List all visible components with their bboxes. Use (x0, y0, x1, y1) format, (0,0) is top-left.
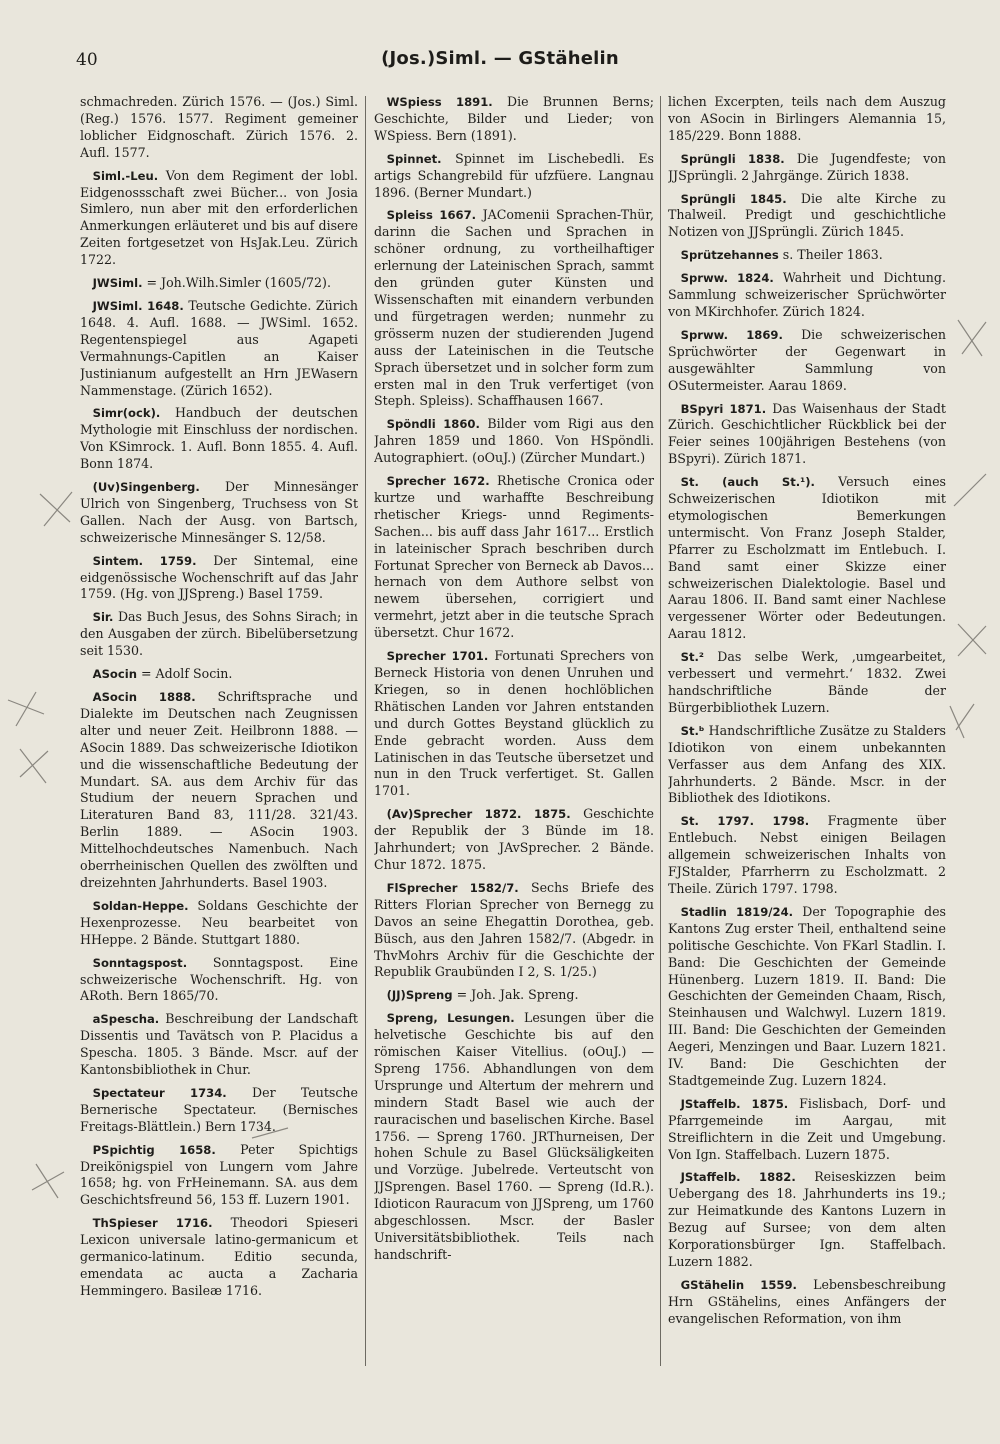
entry-text: Soldans Geschichte der Hexenprozesse. Neu bearbeitet von HHeppe. 2 Bände. Stuttgart 1880. (80, 897, 358, 947)
bibliography-entry (668, 94, 946, 145)
bibliography-entry (80, 553, 358, 604)
entry-text: lichen Excerpten, teils nach dem Auszug von ASocin in Birlingers Alemannia 15, 185/229. Bonn 1888. (668, 94, 946, 143)
entry-text: Geschichte der Republik der 3 Bünde im 18. Jahrhundert; von JAvSprecher. 2 Bände. Chur 1872. 1875. (374, 806, 654, 872)
column-2 (374, 94, 654, 1270)
entry-text: = Joh. Jak. Spreng. (456, 987, 579, 1003)
entry-text: Sonntagspost. Eine schweizerische Wochenschrift. Hg. von ARoth. Bern 1865/70. (80, 954, 358, 1004)
entry-text: = Joh.Wilh.Simler (1605/72). (146, 275, 331, 291)
entry-siglum: ASocin 1888. (92, 690, 196, 704)
entry-siglum: Simr(ock). (92, 406, 161, 421)
bibliography-entry (80, 405, 358, 473)
entry-siglum: Sprüngli 1838. (680, 151, 785, 166)
entry-siglum: Spinnet. (386, 151, 442, 166)
entry-text: Das selbe Werk, ‚umgearbeitet, verbessert und vermehrt.‘ 1832. Zwei handschriftliche Bände der Bürgerbibliothek Luzern. (668, 649, 946, 715)
entry-siglum: Spleiss 1667. (386, 208, 477, 223)
running-title: (Jos.)Siml. — GStähelin (381, 48, 619, 69)
entry-siglum: (Uv)Singenberg. (92, 480, 200, 495)
entry-text: Reiseskizzen beim Uebergang des 18. Jahrhunderts ins 19.; zur Heimatkunde des Kantons Luzern in Bezug auf Sursee; von dem alten Korporationsbürger Ign. Staffelbach. Luzern 1882. (668, 1169, 946, 1269)
bibliography-entry (80, 1085, 358, 1136)
entry-text: Von dem Regiment der lobl. Eidgenossschaft zwei Bücher... von Josia Simlero, nun aber mit den erforderlichen Anmerkungen erläuteret und bis auf disere Zeiten fortgesetzet von HsJak.Leu. Zürich 1722. (80, 167, 358, 268)
entry-siglum: FlSprecher 1582/7. (386, 880, 519, 895)
bibliography-entry (80, 609, 358, 660)
column-divider (365, 96, 366, 1366)
entry-text: Das Buch Jesus, des Sohns Sirach; in den Ausgaben der zürch. Bibelübersetzung seit 1530. (80, 609, 358, 659)
bibliography-entry (374, 151, 654, 202)
entry-siglum: St. 1797. 1798. (680, 814, 810, 829)
entry-siglum: Sprecher 1701. (386, 649, 489, 664)
column-1 (80, 94, 358, 1306)
entry-text: Schriftsprache und Dialekte im Deutschen nach Zeugnissen alter und neuer Zeit. Heilbronn 1888. — ASocin 1889. Das schweizerische Idiotikon und die wissenschaftliche Bedeutung der Mundart. SA. aus dem Archiv für das Studium der neuern Sprachen und Literaturen Band 83, 111/28. 321/43. Berlin 1889. — ASocin 1903. Mittelhochdeutsches Namenbuch. Nach oberrheinischen Quellen des zwölften und dreizehnten Jahrhunderts. Basel 1903. (80, 689, 358, 890)
bibliography-entry (374, 806, 654, 874)
entry-text: Wahrheit und Dichtung. Sammlung schweizerischer Sprüchwörter von MKirchhofer. Zürich 1824. (668, 270, 946, 319)
entry-siglum: aSpescha. (92, 1012, 160, 1027)
entry-text: Die schweizerischen Sprüchwörter der Gegenwart in ausgewählter Sammlung von OSutermeister. Aarau 1869. (668, 326, 946, 393)
bibliography-entry (374, 207, 654, 410)
entry-text: Das Waisenhaus der Stadt Zürich. Geschichtlicher Rückblick bei der Feier seines 100jährigen Bestehens (von BSpyri). Zürich 1871. (668, 400, 946, 467)
entry-siglum: Spectateur 1734. (92, 1085, 227, 1100)
entry-text: Die Brunnen Berns; Geschichte, Bilder und Lieder; von WSpiess. Bern (1891). (374, 94, 654, 143)
entry-siglum: St.² (680, 650, 704, 665)
bibliography-entry (668, 649, 946, 717)
pencil-x-mark (28, 1160, 68, 1200)
entry-text: Der Teutsche Bernerische Spectateur. (Bernisches Freitags-Blättlein.) Bern 1734. (80, 1084, 358, 1134)
pencil-x-mark (950, 470, 990, 510)
bibliography-entry (668, 723, 946, 808)
entry-siglum: Sprüngli 1845. (680, 191, 787, 206)
entry-text: Spinnet im Lischebedli. Es artigs Schangrebild für ufzfüere. Langnau 1896. (Berner Mundart.) (374, 150, 654, 200)
entry-siglum: WSpiess 1891. (386, 95, 493, 109)
entry-text: Lebensbeschreibung Hrn GStähelins, eines Anfängers der evangelischen Reformation, von ihm (668, 1276, 946, 1326)
entry-siglum: JWSiml. 1648. (92, 298, 184, 313)
bibliography-entry (668, 1096, 946, 1164)
entry-text: Der Topographie des Kantons Zug erster Theil, enthaltend seine politische Geschichte. Von FKarl Stadlin. I. Band: Die Geschichten der Gemeinde Hünenberg. Luzern 1819. II. Band: Die Geschichten der Gemeinden Chaam, Risch, Steinhausen und Walchwyl. Luzern 1819. III. Band: Die Geschichten der Gemeinden Aegeri, Menzingen und Baar. Luzern 1821. IV. Band: Die Geschichten der Stadtgemeinde Zug. Luzern 1824. (668, 903, 946, 1088)
entry-text: Fislisbach, Dorf- und Pfarrgemeinde im Aargau, mit Streiflichtern in die Zeit und Umgebung. Von Ign. Staffelbach. Luzern 1875. (668, 1095, 946, 1162)
entry-text: schmachreden. Zürich 1576. — (Jos.) Siml. (Reg.) 1576. 1577. Regiment gemeiner loblicher Eidgnoschaft. Zürich 1576. 2. Aufl. 1577. (80, 94, 358, 160)
bibliography-entry (374, 473, 654, 642)
bibliography-entry (668, 151, 946, 185)
bibliography-entry (80, 689, 358, 892)
bibliography-entry (80, 898, 358, 949)
bibliography-entry (80, 1215, 358, 1300)
bibliography-entry (374, 416, 654, 467)
bibliography-entry (668, 474, 946, 643)
entry-text: Handschriftliche Zusätze zu Stalders Idiotikon von einem unbekannten Verfasser aus dem Anfang des XIX. Jahrhunderts. 2 Bände. Mscr. in der Bibliothek des Idiotikons. (668, 722, 946, 806)
entry-siglum: Stadlin 1819/24. (680, 904, 794, 919)
entry-siglum: JWSiml. (92, 276, 143, 291)
bibliography-entry (668, 1277, 946, 1328)
entry-text: Der Minnesänger Ulrich von Singenberg, Truchsess von St Gallen. Nach der Ausg. von Bartsch, schweizerische Minnesänger S. 12/58. (80, 479, 358, 545)
entry-siglum: ThSpieser 1716. (92, 1216, 213, 1231)
bibliography-entry (80, 94, 358, 162)
entry-text: Peter Spichtigs Dreikönigspiel von Lungern vom Jahre 1658; hg. von FrHeinemann. SA. aus dem Geschichtsfreund 56, 153 ff. Luzern 1901. (80, 1141, 358, 1208)
entry-text: = Adolf Socin. (141, 666, 233, 682)
entry-siglum: (Av)Sprecher 1872. 1875. (386, 807, 571, 822)
entry-text: Versuch eines Schweizerischen Idiotikon mit etymologischen Bemerkungen untermischt. Von Franz Joseph Stalder, Pfarrer zu Escholzmatt im Entlebuch. I. Band samt einer Skizze einer schweizerischen Dialektologie. Basel und Aarau 1806. II. Band samt einer Nachlese vergessener Wörter oder Bedeutungen. Aarau 1812. (668, 474, 946, 642)
entry-text: JAComenii Sprachen-Thür, darinn die Sachen und Sprachen in schöner ordnung, zu vortheilhaftiger erlernung der Lateinischen Sprach, sammt den gründen guter Künsten und Wissenschaften mit einandern verbunden und fürgetragen werden; nunmehr zu grösserm nuzen der studierenden Jugend auss der Lateinischen in die Teutsche Sprach übersetzet und in solcher form zum ersten mal in den Truk verfertiget (von Steph. Spleiss). Schaffhausen 1667. (374, 207, 654, 409)
entry-siglum: St. (auch St.¹). (680, 475, 815, 490)
bibliography-entry (668, 904, 946, 1090)
entry-siglum: GStähelin 1559. (680, 1277, 797, 1292)
bibliography-entry (668, 191, 946, 242)
entry-siglum: Spöndli 1860. (386, 417, 480, 432)
entry-siglum: BSpyri 1871. (680, 401, 767, 416)
entry-siglum: Sir. (92, 610, 114, 625)
bibliography-entry (374, 1010, 654, 1264)
entry-siglum: JStaffelb. 1875. (680, 1096, 789, 1111)
entry-text: Teutsche Gedichte. Zürich 1648. 4. Aufl. 1688. — JWSiml. 1652. Regentenspiegel aus Agapeti Vermahnungs-Capitlen an Kaiser Justinianum aufgestellt an Hrn JEWasern Nammenstage. (Zürich 1652). (80, 297, 358, 398)
entry-siglum: Sprww. 1869. (680, 327, 783, 342)
column-3 (668, 94, 946, 1334)
entry-siglum: JStaffelb. 1882. (680, 1170, 796, 1185)
pencil-x-mark (250, 1108, 290, 1148)
entry-text: Lesungen über die helvetische Geschichte bis auf den römischen Kaiser Vitellius. (oOuJ.) — Spreng 1756. Abhandlungen von dem Ursprunge und Altertum der mehrern und mindern Stadt Basel wie auch der rauracischen und baselischen Kirche. Basel 1756. — Spreng 1760. JRThurneisen, Der hohen Schule zu Basel Glücksäligkeiten und Vorzüge. Jubelrede. Verteutscht von JJSprengen. Basel 1760. — Spreng (Id.R.). Idioticon Rauracum von JJSpreng, um 1760 abgeschlossen. Mscr. der Basler Universitätsbibliothek. Teils nach handschrift- (374, 1010, 654, 1262)
entry-siglum: Spreng, Lesungen. (386, 1011, 515, 1026)
pencil-x-mark (952, 620, 992, 660)
entry-siglum: Sprützehannes (680, 248, 779, 263)
entry-text: Theodori Spieseri Lexicon universale latino-germanicum et germanico-latinum. Editio secunda, emendata ac aucta a Zacharia Hemmingero. Basileæ 1716. (80, 1215, 358, 1298)
bibliography-entry (80, 1142, 358, 1210)
entry-siglum: St.ᵇ (680, 723, 705, 738)
entry-text: Die alte Kirche zu Thalweil. Predigt und geschichtliche Notizen von JJSprüngli. Zürich 1845. (668, 190, 946, 240)
entry-text: Sechs Briefe des Ritters Florian Sprecher von Bernegg zu Davos an seine Ehegattin Dorothea, geb. Büsch, aus den Jahren 1582/7. (Abgedr. in ThvMohrs Archiv für die Geschichte der Republik Graubünden I 2, S. 1/25.) (374, 879, 654, 980)
entry-siglum: Sprecher 1672. (386, 474, 490, 489)
bibliography-entry (374, 94, 654, 145)
entry-siglum: (JJ)Spreng (386, 988, 453, 1003)
bibliography-entry (374, 987, 654, 1004)
entry-text: Rhetische Cronica oder kurtze und warhaffte Beschreibung rhetischer Kriegs- unnd Regiments-Sachen... bis auff dass Jahr 1617... Erstlich in lateinischer Sprach beschriben durch Fortunat Sprecher von Berneck ab Davos... hernach von dem Authore selbst von newem übersehen, corrigiert und vermehrt, jetzt aber in die teutsche Sprach übersetzt. Chur 1672. (374, 473, 654, 641)
bibliography-entry (80, 1011, 358, 1079)
bibliography-entry (80, 479, 358, 547)
entry-siglum: Sonntagspost. (92, 955, 188, 970)
page-header (0, 44, 1000, 76)
bibliography-entry (668, 401, 946, 469)
entry-siglum: ASocin (92, 667, 137, 682)
bibliography-entry (668, 327, 946, 395)
entry-text: Fortunati Sprechers von Berneck Historia von denen Unruhen und Kriegen, so in denen hochlöblichen Rhätischen Landen vor Jahren entstanden und durch Gottes Beystand glücklich zu Ende gebracht worden. Auss dem Latinischen in das Teutsche übersetzet und nun in den Truck verfertiget. St. Gallen 1701. (374, 648, 654, 799)
entry-siglum: PSpichtig 1658. (92, 1142, 216, 1157)
pencil-x-mark (942, 700, 982, 740)
bibliography-entry (80, 168, 358, 269)
entry-text: Beschreibung der Landschaft Dissentis und Tavätsch von P. Placidus a Spescha. 1805. 3 Bände. Mscr. auf der Kantonsbibliothek in Chur. (80, 1011, 358, 1078)
page-number: 40 (76, 50, 98, 70)
entry-text: Bilder vom Rigi aus den Jahren 1859 und 1860. Von HSpöndli. Autographiert. (oOuJ.) (Zürcher Mundart.) (374, 416, 654, 466)
column-divider (660, 96, 661, 1366)
entry-text: Der Sintemal, eine eidgenössische Wochenschrift auf das Jahr 1759. (Hg. von JJSpreng.) Basel 1759. (80, 552, 358, 602)
bibliography-entry (668, 247, 946, 264)
bibliography-entry (80, 955, 358, 1006)
bibliography-entry (668, 270, 946, 321)
bibliography-entry (80, 666, 358, 683)
entry-siglum: Soldan-Heppe. (92, 898, 189, 913)
pencil-x-mark (36, 488, 76, 528)
entry-text: Fragmente über Entlebuch. Nebst einigen Beilagen allgemein schweizerischen Inhalts von FJStalder, Pfarrherrn zu Escholzmatt. 2 Theile. Zürich 1797. 1798. (668, 813, 946, 896)
bibliography-entry (668, 813, 946, 898)
bibliography-entry (374, 648, 654, 800)
pencil-x-mark (952, 318, 992, 358)
pencil-x-mark (6, 690, 46, 730)
entry-siglum: Sprww. 1824. (680, 271, 774, 286)
entry-siglum: Sintem. 1759. (92, 553, 197, 568)
bibliography-entry (80, 275, 358, 292)
bibliography-entry (80, 298, 358, 399)
pencil-x-mark (14, 745, 54, 785)
bibliography-entry (668, 1169, 946, 1270)
entry-siglum: Siml.-Leu. (92, 168, 159, 183)
bibliography-entry (374, 880, 654, 981)
entry-text: s. Theiler 1863. (782, 247, 883, 263)
entry-text: Handbuch der deutschen Mythologie mit Einschluss der nordischen. Von KSimrock. 1. Aufl. Bonn 1855. 4. Aufl. Bonn 1874. (80, 405, 358, 472)
entry-text: Die Jugendfeste; von JJSprüngli. 2 Jahrgänge. Zürich 1838. (668, 150, 946, 183)
